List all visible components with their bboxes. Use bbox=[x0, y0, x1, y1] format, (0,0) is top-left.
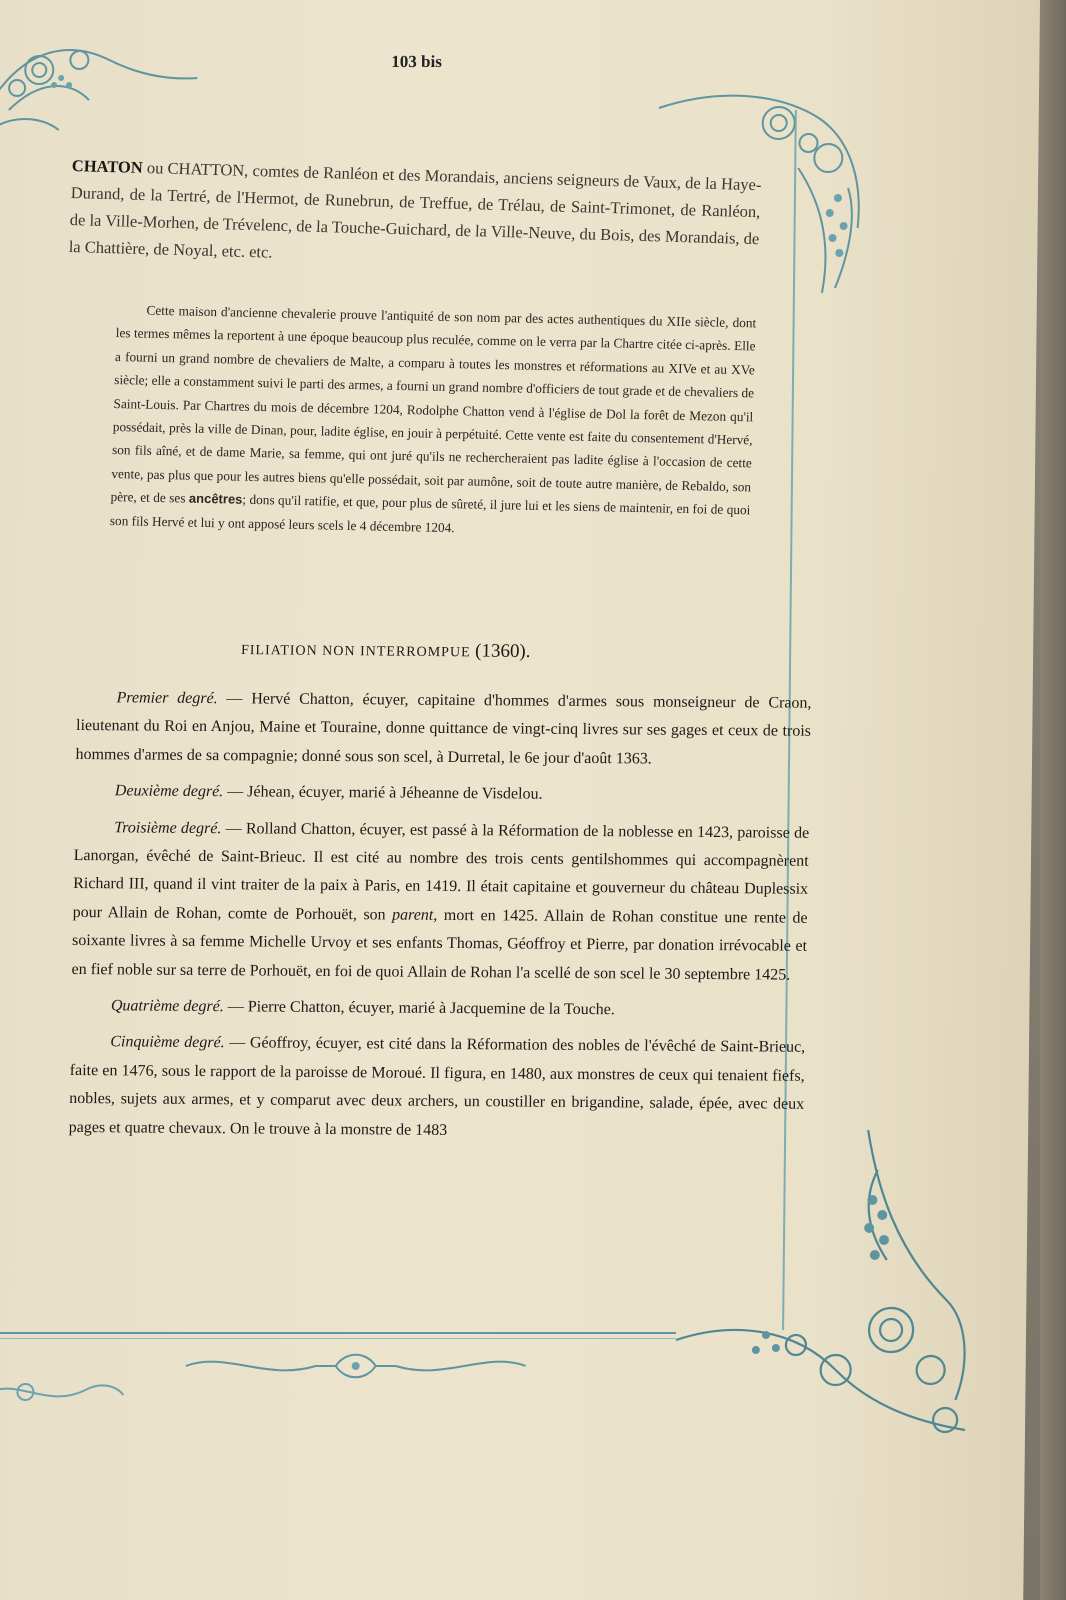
degree-paragraph bbox=[75, 777, 810, 811]
page-number: 103 bis bbox=[391, 52, 443, 71]
intro-bold-word: ancêtres bbox=[188, 490, 243, 507]
degree-text: — Pierre Chatton, écuyer, marié à Jacquemine de la Touche. bbox=[223, 998, 616, 1019]
entry-heading bbox=[68, 152, 762, 279]
degree-text: — Rolland Chatton, écuyer, est passé à la Réformation de la noblesse en 1423, paroisse de Lanorgan, évêché de Saint-Brieuc. Il est cité au nombre des trois cents gentilshommes qui accompagnèrent Richard III, quand il vint traiter de la paix à Paris, en 1419. Il était capitaine et gouverneur du château Duplessix pour Allain de Rohan, comte de Porhouët, son bbox=[72, 819, 810, 924]
degree-paragraph bbox=[71, 992, 806, 1026]
intro-text: Cette maison d'ancienne chevalerie prouve l'antiquité de son nom par des actes authentiques du XIIe siècle, dont les termes mêmes la reportent à une époque beaucoup plus reculée, comme on le verra par la Chartre citée ci-après. Elle a fourni un grand nombre de chevaliers de Malte, a comparu à toutes les monstres et réformations au XIVe et au XVe siècle; elle a constamment suivi le parti des armes, a fourni un grand nombre d'officiers de tout grade et de chevaliers de Saint-Louis. Par Chartres du mois de décembre 1204, Rodolphe Chatton vend à l'église de Dol la forêt de Mezon qu'il possédait, près la ville de Dinan, pour, ladite église, en jouir à perpétuité. Cette vente est faite du consentement d'Hervé, son fils aîné, et de dame Marie, sa femme, qui ont juré qu'ils ne rechercheraient pas ladite église à l'occasion de cette vente, pas plus que pour les autres biens qu'elle possédait, soit par aumône, soit de toute autre manière, de Rebaldo, son père, et de ses bbox=[110, 302, 757, 506]
intro-text-end: ; dons qu'il ratifie, et que, pour plus de sûreté, il jure lui et les siens de maintenir, en foi de quoi son fils Hervé et lui y ont apposé leurs scels le 4 décembre 1204. bbox=[109, 491, 751, 535]
degree-text-end: , mort en 1425. Allain de Rohan constitue une rente de soixante livres à sa femme Michelle Urvoy et ses enfants Thomas, Géoffroy et Pierre, par donation irrévocable et en fief noble sur sa terre de Porhouët, en foi de quoi Allain de Rohan l'a scellé de son scel le 30 septembre 1425. bbox=[71, 906, 808, 984]
section-title-year: (1360). bbox=[474, 640, 531, 663]
entry-titles: ou CHATTON, comtes de Ranléon et des Morandais, anciens seigneurs de Vaux, de la Haye-Durand, de la Tertré, de l'Hermot, de Runebrun, de Treffue, de Trélau, de Saint-Trimonet, de Ranléon, de la Ville-Morhen, de Trévelenc, de la Touche-Guichard, de la Ville-Neuve, du Bois, des Morandais, de la Chattière, de Noyal, etc. etc. bbox=[68, 157, 762, 262]
degree-paragraph bbox=[71, 814, 809, 990]
degree-label: Cinquième degré. bbox=[110, 1033, 225, 1052]
degree-text: — Géoffroy, écuyer, est cité dans la Réformation des nobles de l'évêché de Saint-Brieuc, faite en 1476, sous le rapport de la paroisse de Moroué. Il figura, en 1480, aux monstres de ceux qui tenaient fiefs, nobles, sujets aux armes, et y comparut avec deux archers, un coustiller en brigandine, salade, épée, avec deux pages et quatre chevaux. On le trouve à la monstre de 1483 bbox=[68, 1034, 806, 1139]
section-title bbox=[241, 638, 661, 664]
palmette-ornament-bottom bbox=[185, 1346, 525, 1386]
page-stack-edge bbox=[1040, 0, 1066, 1600]
section-title-text: FILIATION NON INTERROMPUE bbox=[240, 642, 471, 661]
degree-label: Quatrième degré. bbox=[110, 997, 224, 1016]
frame-border-bottom bbox=[0, 1332, 676, 1334]
degree-text: — Hervé Chatton, écuyer, capitaine d'hommes d'armes sous monseigneur de Craon, lieutenant du Roi en Anjou, Maine et Touraine, donne quittance de vingt-cinq livres sur ses gages et ceux de trois hommes d'armes de sa compagnie; donné sous son scel, à Durretal, le 6e jour d'août 1363. bbox=[75, 690, 812, 768]
family-name: CHATON bbox=[71, 155, 144, 177]
degree-label: Troisième degré. bbox=[114, 818, 222, 837]
frame-border-bottom-inner bbox=[0, 1338, 676, 1339]
degree-paragraph bbox=[68, 1028, 805, 1147]
degree-label: Premier degré. bbox=[116, 689, 218, 708]
scroll-ornament-bottom-right bbox=[675, 1130, 978, 1460]
scroll-ornament-bottom-left bbox=[0, 1370, 126, 1420]
degree-text-italic: parent bbox=[391, 906, 434, 924]
scroll-ornament-top-left bbox=[0, 30, 200, 140]
entry-introduction bbox=[110, 298, 757, 545]
degree-label: Deuxième degré. bbox=[114, 782, 224, 801]
degree-text: — Jéhean, écuyer, marié à Jéheanne de Visdelou. bbox=[223, 783, 543, 803]
degree-paragraph bbox=[75, 684, 811, 775]
degrees-list bbox=[68, 684, 811, 1156]
